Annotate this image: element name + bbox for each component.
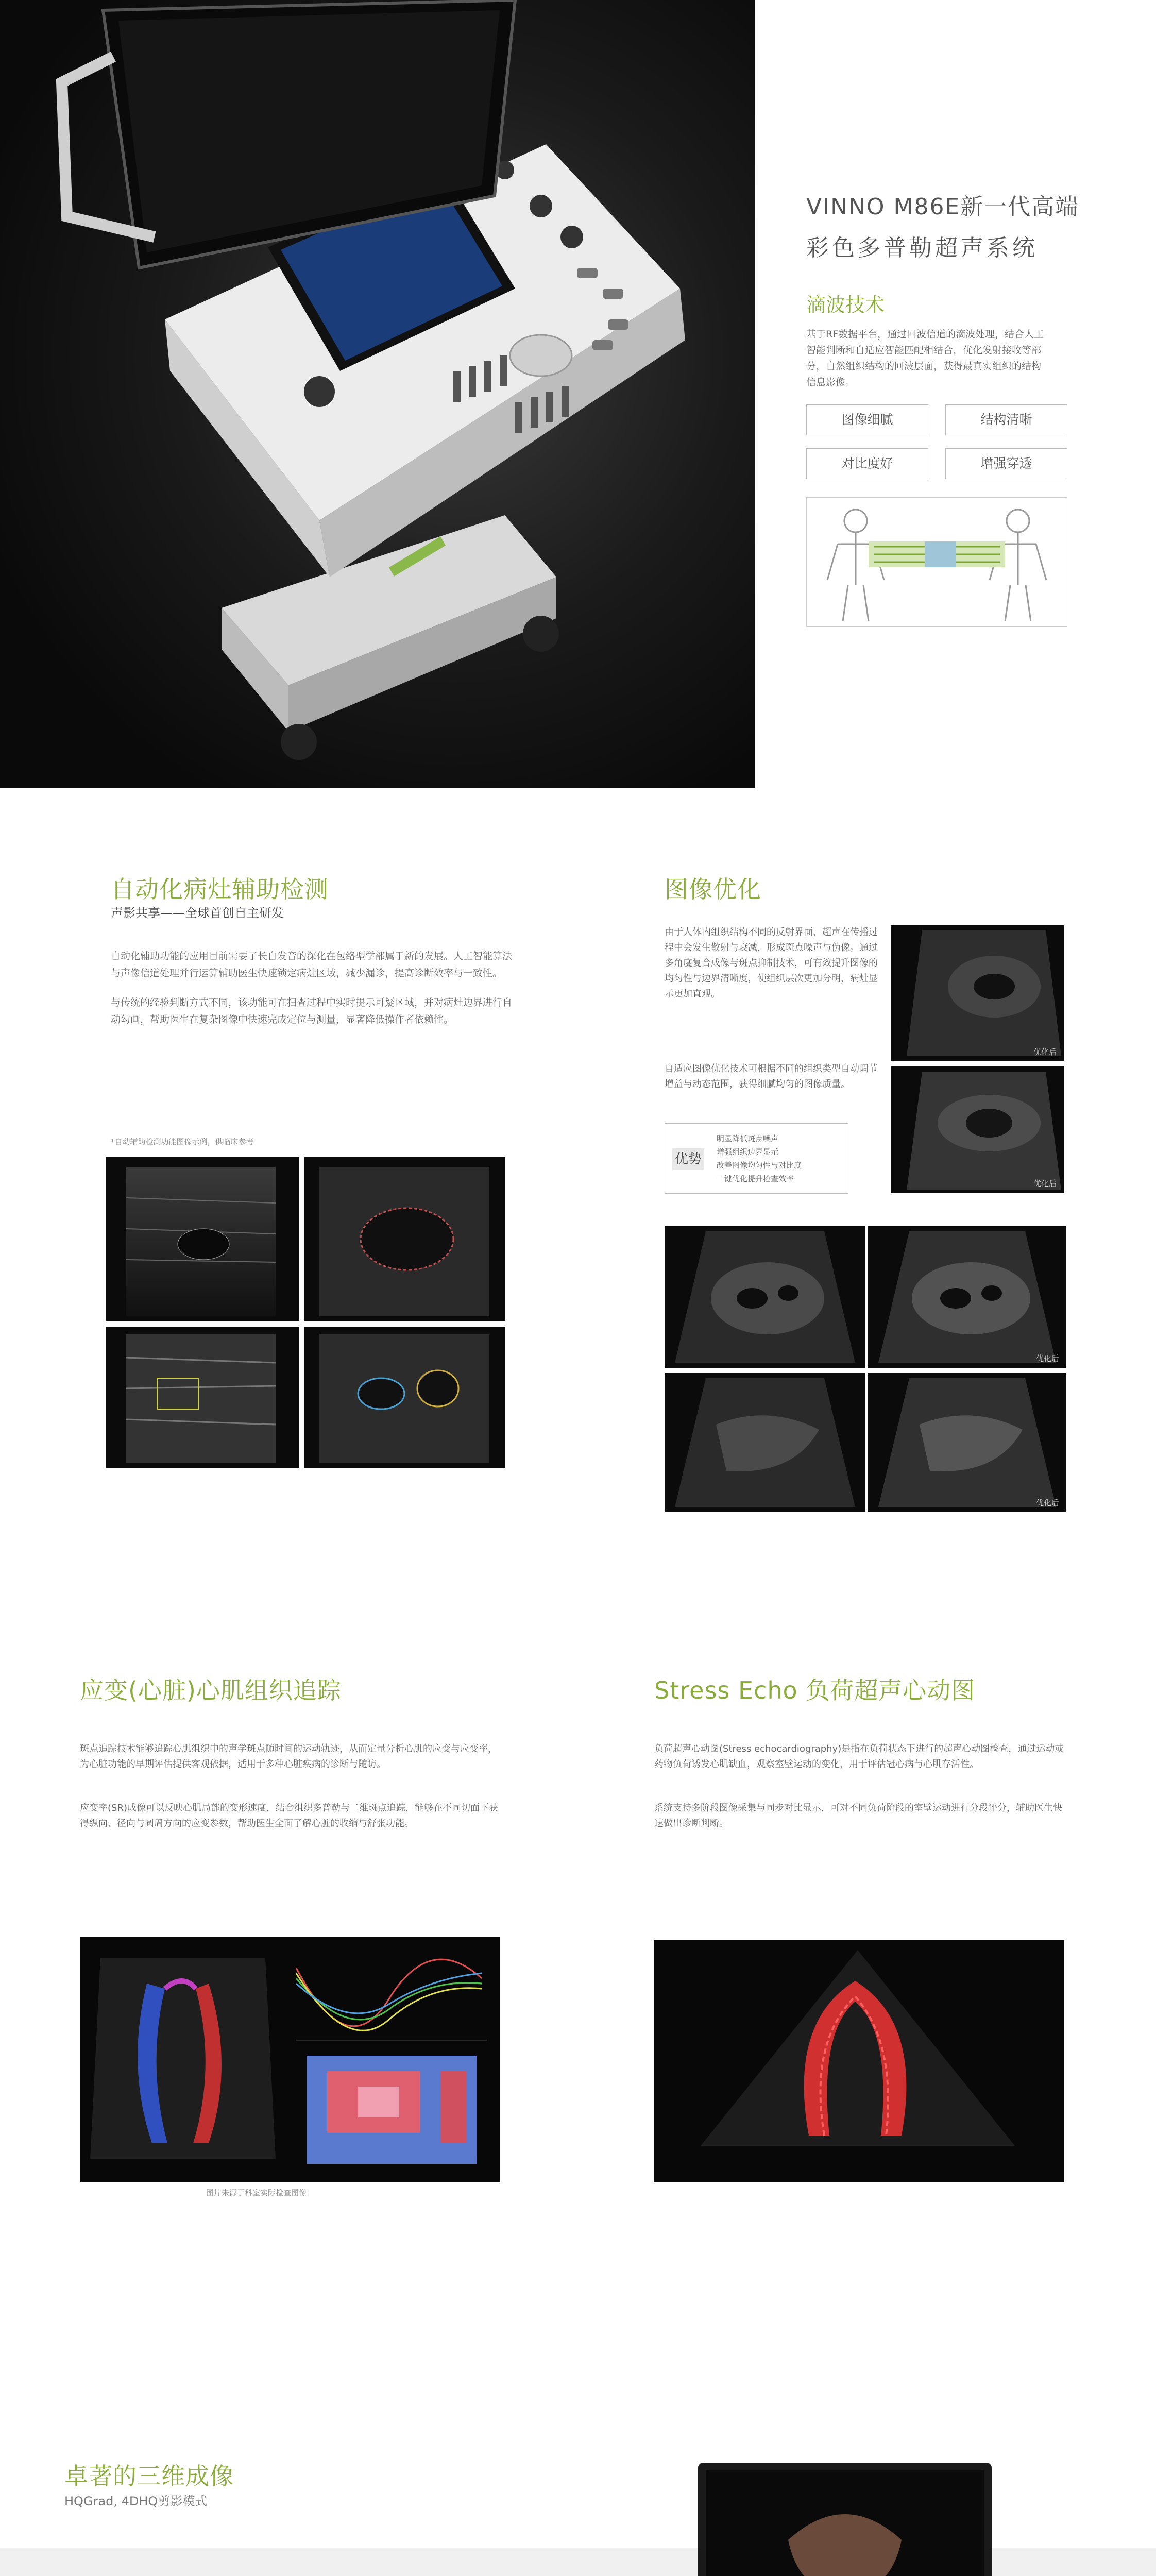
auto-detect-image-3 <box>106 1327 299 1468</box>
image-opt-title: 图像优化 <box>665 875 761 903</box>
advantage-line-2: 增强组织边界显示 <box>717 1147 779 1157</box>
stress-echo-paragraph-2: 系统支持多阶段图像采集与同步对比显示，可对不同负荷阶段的室壁运动进行分段评分，辅助医生快速做出诊断判断。 <box>654 1803 1062 1829</box>
tag-penetration: 增强穿透 <box>945 448 1067 479</box>
auto-detect-image-2 <box>304 1157 505 1321</box>
ultrasound-machine-illustration <box>0 0 755 788</box>
tag-contrast: 对比度好 <box>806 448 928 479</box>
tag-clear-structure: 结构清晰 <box>945 404 1067 435</box>
three-d-title: 卓著的三维成像 <box>64 2462 234 2490</box>
hero-description: 基于RF数据平台，通过回波信道的滴波处理，结合人工智能判断和自适应智能匹配相结合，优化发射接收等部分，自然组织结构的回波层面，获得最真实组织的结构信息影像。 <box>806 329 1044 388</box>
stress-echo-image <box>654 1940 1064 2182</box>
advantage-label: 优势 <box>672 1148 704 1170</box>
image-opt-top-1 <box>891 925 1064 1061</box>
auto-detect-caption: *自动辅助检测功能图像示例，供临床参考 <box>111 1137 254 1146</box>
image-opt-top-2-label: 优化后 <box>1033 1179 1057 1188</box>
stress-echo-title: Stress Echo 负荷超声心动图 <box>654 1676 976 1704</box>
body-anatomy-diagram <box>806 497 1067 627</box>
strain-title: 应变(心脏)心肌组织追踪 <box>80 1676 342 1704</box>
image-opt-paragraph-2: 自适应图像优化技术可根据不同的组织类型自动调节增益与动态范围，获得细腻均匀的图像质量。 <box>665 1063 878 1090</box>
strain-paragraph-1: 斑点追踪技术能够追踪心肌组织中的声学斑点随时间的运动轨迹，从而定量分析心肌的应变与应变率，为心脏功能的早期评估提供客观依据，适用于多种心脏疾病的诊断与随访。 <box>80 1743 497 1770</box>
hero-title-line1: VINNO M86E新一代高端 <box>806 194 1079 220</box>
stress-echo-paragraph-1: 负荷超声心动图(Stress echocardiography)是指在负荷状态下进行的超声心动图检查，通过运动或药物负荷诱发心肌缺血，观察室壁运动的变化，用于评估冠心病与心肌存活性。 <box>654 1743 1064 1770</box>
strain-tracking-image <box>80 1937 500 2182</box>
strain-paragraph-2: 应变率(SR)成像可以反映心肌局部的变形速度，结合组织多普勒与二维斑点追踪，能够在不同切面下获得纵向、径向与圆周方向的应变参数，帮助医生全面了解心脏的收缩与舒张功能。 <box>80 1803 498 1829</box>
advantage-line-1: 明显降低斑点噪声 <box>717 1134 779 1143</box>
image-opt-grid-2-label: 优化后 <box>1035 1354 1059 1363</box>
image-opt-paragraph-1: 由于人体内组织结构不同的反射界面，超声在传播过程中会发生散射与衰减，形成斑点噪声与伪像。通过多角度复合成像与斑点抑制技术，可有效提升图像的均匀性与边界清晰度，使组织层次更加分明，病灶显示更加直观。 <box>665 927 878 999</box>
advantage-line-4: 一键优化提升检查效率 <box>717 1174 794 1183</box>
hero-background <box>0 0 755 788</box>
hero-title-line2: 彩色多普勒超声系统 <box>806 235 1038 261</box>
image-opt-top-2 <box>891 1066 1064 1193</box>
auto-detect-image-4 <box>304 1327 505 1468</box>
image-opt-grid-4-label: 优化后 <box>1035 1498 1059 1507</box>
image-opt-grid-1 <box>665 1226 865 1368</box>
tag-fine-image: 图像细腻 <box>806 404 928 435</box>
image-opt-grid-4 <box>868 1373 1066 1512</box>
advantage-line-3: 改善图像均匀性与对比度 <box>717 1161 802 1170</box>
image-opt-grid-3 <box>665 1373 865 1512</box>
three-d-subtitle: HQGrad, 4DHQ剪影模式 <box>64 2494 208 2509</box>
ultrasound-cart-illustration <box>675 2458 1025 2576</box>
image-opt-top-1-label: 优化后 <box>1033 1047 1057 1057</box>
auto-detect-image-1 <box>106 1157 299 1321</box>
auto-detect-subtitle: 声影共享——全球首创自主研发 <box>111 906 284 920</box>
auto-detect-paragraph-2: 与传统的经验判断方式不同，该功能可在扫查过程中实时提示可疑区域，并对病灶边界进行自动勾画，帮助医生在复杂图像中快速完成定位与测量，显著降低操作者依赖性。 <box>111 997 513 1025</box>
auto-detect-paragraph-1: 自动化辅助功能的应用目前需要了长自发音的深化在包络型学部属于新的发展。人工智能算法与声像信道处理并行运算辅助医生快速锁定病灶区域，减少漏诊，提高诊断效率与一致性。 <box>111 951 513 979</box>
hero-section-title: 滴波技术 <box>806 294 885 316</box>
strain-caption: 图片来源于科室实际检查图像 <box>206 2188 307 2197</box>
advantage-box <box>665 1123 848 1194</box>
auto-detect-title: 自动化病灶辅助检测 <box>111 875 329 903</box>
image-opt-grid-2 <box>868 1226 1066 1368</box>
